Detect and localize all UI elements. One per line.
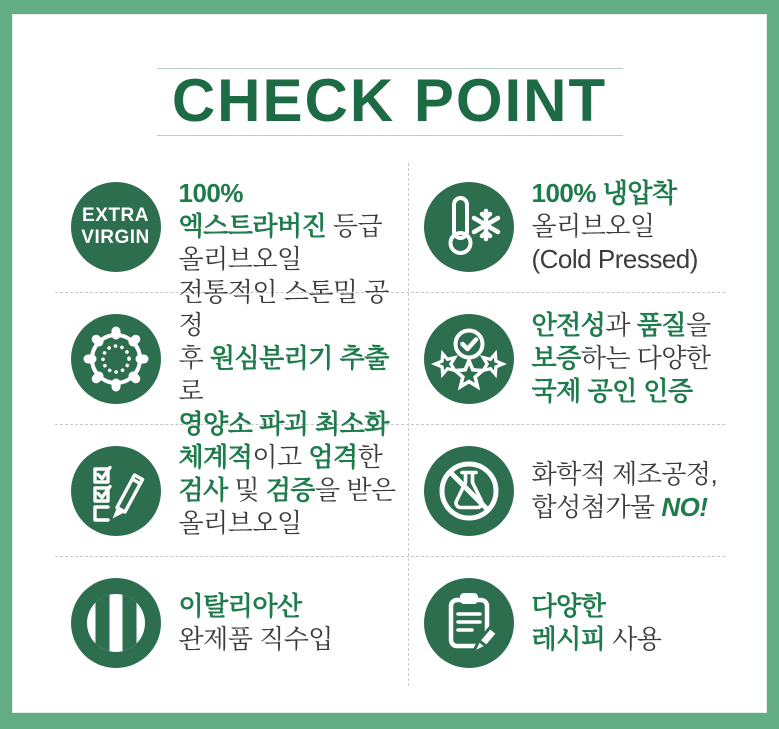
item-text-line: 체계적이고 엄격한 [178,442,383,472]
item-cold-pressed [408,177,725,276]
item-text [532,590,662,656]
page-title: CHECK POINT [171,67,608,134]
extra-virgin-label-line1: EXTRA [82,204,149,226]
item-text-line: 검사 및 검증을 받은 [178,475,396,505]
item-text-line: 레시피 사용 [531,623,662,654]
item-italy-import [55,578,408,668]
stone-mill-gear-icon [71,314,161,404]
item-text-line: 이탈리아산 [178,590,302,621]
item-extra-virgin [55,177,408,276]
item-stone-mill [55,276,408,441]
item-text-line: 엑스트라버진 등급 [178,211,383,241]
item-text-line: 영양소 파괴 최소화 [178,409,389,439]
item-text-line: 100% 냉압착 [531,178,677,208]
item-text-line: (Cold Pressed) [531,244,698,274]
item-text [179,590,333,656]
grid-row [55,425,725,557]
item-text [532,177,698,276]
item-text-line: 올리브오일 [531,211,655,241]
content-panel [12,14,767,713]
item-text-line: 후 원심분리기 추출로 [178,343,389,406]
item-text-line: 올리브오일 [178,244,302,274]
item-recipes [408,578,725,668]
item-text [179,441,396,540]
item-text-line: 화학적 제조공정, [531,458,718,489]
checkpoint-grid [55,161,725,688]
extra-virgin-badge [71,182,161,272]
item-text [532,309,711,408]
item-text [179,177,383,276]
item-text-line: 합성첨가물 NO! [531,491,708,522]
item-text-line: 보증하는 다양한 [531,343,711,373]
item-text-line: 올리브오일 [178,508,302,538]
italy-flag-icon [71,578,161,668]
thermometer-snowflake-icon [424,182,514,272]
item-text-line: 완제품 직수입 [178,623,333,654]
extra-virgin-label-line2: VIRGIN [81,226,150,248]
item-certification [408,309,725,408]
item-no-chemicals [408,446,725,536]
item-text-line: 안전성과 품질을 [531,310,711,340]
recipe-clipboard-icon [424,578,514,668]
vertical-divider [408,163,409,686]
grid-row [55,557,725,688]
item-text-line: 다양한 [531,590,606,621]
item-text-line: 전통적인 스톤밀 공정 [178,277,389,340]
no-chemicals-flask-icon [424,446,514,536]
item-text-line: 국제 공인 인증 [531,376,693,406]
item-inspection [55,441,408,540]
item-text [179,276,408,441]
grid-row [55,277,725,439]
item-text [532,458,718,524]
grid-row [55,161,725,293]
title-block [157,68,623,136]
inspection-checklist-pencil-icon [71,446,161,536]
item-text-line: 100% [178,178,243,208]
certification-medal-stars-icon [424,314,514,404]
